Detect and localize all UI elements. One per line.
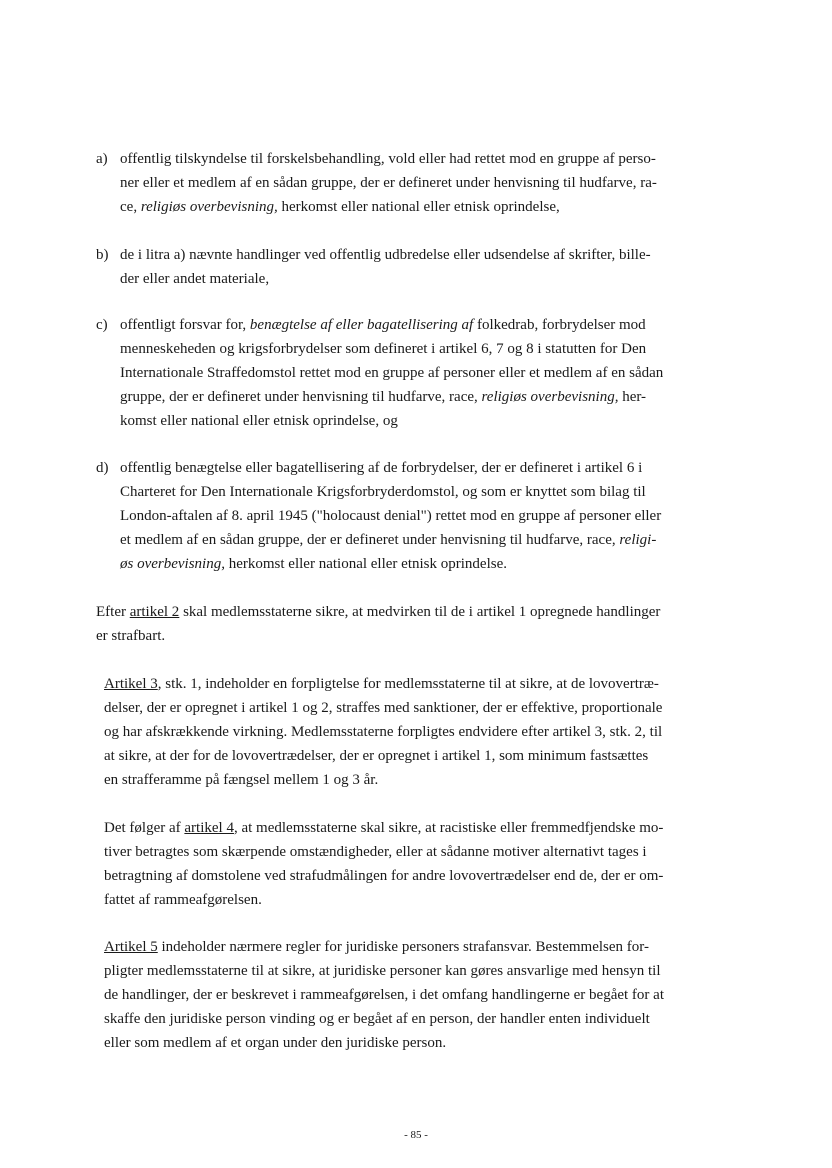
text-line: pligter medlemsstaterne til at sikre, at juridiske personer kan gøres ansvarlige med hensyn til	[104, 963, 661, 979]
paragraph-artikel-4	[104, 816, 744, 912]
text-line: en strafferamme på fængsel mellem 1 og 3 år.	[104, 772, 379, 788]
text-line: menneskeheden og krigsforbrydelser som defineret i artikel 6, 7 og 8 i statutten for Den	[120, 341, 647, 357]
text-line: offentlig tilskyndelse til forskelsbehandling, vold eller had rettet mod en gruppe af perso-	[120, 151, 656, 167]
text-line: og har afskrækkende virkning. Medlemsstaterne forpligtes endvidere efter artikel 3, stk. 2, til	[104, 724, 663, 740]
list-item-text	[120, 147, 746, 219]
text-line	[104, 935, 744, 959]
article-reference: Artikel 3	[104, 676, 158, 692]
text-line	[120, 195, 746, 219]
text-line	[120, 552, 746, 576]
text-line: de i litra a) nævnte handlinger ved offentlig udbredelse eller udsendelse af skrifter, bille-	[120, 247, 651, 263]
italic-term: religiøs overbevisning,	[140, 199, 278, 215]
text-segment: , at medlemsstaterne skal sikre, at racistiske eller fremmedfjendske mo-	[233, 820, 664, 836]
text-line: at sikre, at der for de lovovertrædelser, der er opregnet i artikel 1, som minimum fastsættes	[104, 748, 649, 764]
text-line: er strafbart.	[96, 628, 166, 644]
list-letter: b)	[96, 247, 109, 263]
text-line: tiver betragtes som skærpende omstændigheder, eller at sådanne motiver alternativt tages i	[104, 844, 647, 860]
article-reference: artikel 4	[184, 820, 234, 836]
text-segment: herkomst eller national eller etnisk oprindelse,	[277, 199, 560, 215]
text-segment: et medlem af en sådan gruppe, der er defineret under henvisning til hudfarve, race,	[120, 532, 620, 548]
text-line: offentlig benægtelse eller bagatellisering af de forbrydelser, der er defineret i artikel 6 i	[120, 460, 643, 476]
paragraph-artikel-2	[96, 600, 736, 648]
list-item-d	[96, 456, 746, 576]
italic-term: religiøs overbevisning,	[481, 389, 619, 405]
text-segment: , stk. 1, indeholder en forpligtelse for medlemsstaterne til at sikre, at de lovovertræ-	[157, 676, 659, 692]
text-segment: gruppe, der er defineret under henvisning til hudfarve, race,	[120, 389, 482, 405]
list-item-b	[96, 243, 746, 291]
text-line	[120, 385, 746, 409]
list-letter: d)	[96, 460, 109, 476]
text-line: ner eller et medlem af en sådan gruppe, der er defineret under henvisning til hudfarve, ra-	[120, 175, 657, 191]
list-letter: a)	[96, 151, 108, 167]
text-line: der eller andet materiale,	[120, 271, 270, 287]
text-segment: her-	[618, 389, 647, 405]
list-letter: c)	[96, 317, 108, 333]
text-line: eller som medlem af et organ under den juridiske person.	[104, 1035, 447, 1051]
article-reference: artikel 2	[129, 604, 180, 620]
paragraph-artikel-5	[104, 935, 744, 1055]
text-line: London-aftalen af 8. april 1945 ("holocaust denial") rettet mod en gruppe af personer eller	[120, 508, 662, 524]
text-segment: indeholder nærmere regler for juridiske personers strafansvar. Bestemmelsen for-	[157, 939, 649, 955]
list-item-text	[120, 313, 746, 433]
text-segment: skal medlemsstaterne sikre, at medvirken til de i artikel 1 opregnede handlinger	[179, 604, 661, 620]
italic-term: øs overbevisning,	[120, 556, 225, 572]
text-line	[96, 600, 736, 624]
text-line	[120, 313, 746, 337]
text-line: betragtning af domstolene ved strafudmålingen for andre lovovertrædelser end de, der er om-	[104, 868, 664, 884]
text-line: fattet af rammeafgørelsen.	[104, 892, 262, 908]
list-item-text	[120, 456, 746, 576]
italic-term: benægtelse af eller bagatellisering af	[249, 317, 474, 333]
text-line: Charteret for Den Internationale Krigsforbryderdomstol, og som er knyttet som bilag til	[120, 484, 646, 500]
text-segment: offentligt forsvar for,	[120, 317, 250, 333]
text-line	[104, 672, 744, 696]
text-segment: herkomst eller national eller etnisk oprindelse.	[224, 556, 507, 572]
text-line	[120, 528, 746, 552]
text-line: komst eller national eller etnisk oprindelse, og	[120, 413, 398, 429]
text-line: skaffe den juridiske person vinding og er begået af en person, der handler enten individuelt	[104, 1011, 650, 1027]
text-line: Internationale Straffedomstol rettet mod en gruppe af personer eller et medlem af en sådan	[120, 365, 664, 381]
text-segment: folkedrab, forbrydelser mod	[473, 317, 646, 333]
list-item-a	[96, 147, 746, 219]
text-line: delser, der er opregnet i artikel 1 og 2, straffes med sanktioner, der er effektive, proportionale	[104, 700, 663, 716]
text-segment: ce,	[120, 199, 141, 215]
paragraph-artikel-3	[104, 672, 744, 792]
list-item-c	[96, 313, 746, 433]
list-item-text	[120, 243, 746, 291]
italic-term: religi-	[619, 532, 657, 548]
text-line	[104, 816, 744, 840]
page-number: - 85 -	[404, 1129, 428, 1141]
article-reference: Artikel 5	[104, 939, 158, 955]
text-line: de handlinger, der er beskrevet i rammeafgørelsen, i det omfang handlingerne er begået for at	[104, 987, 664, 1003]
text-segment: Efter	[96, 604, 130, 620]
text-segment: Det følger af	[104, 820, 185, 836]
